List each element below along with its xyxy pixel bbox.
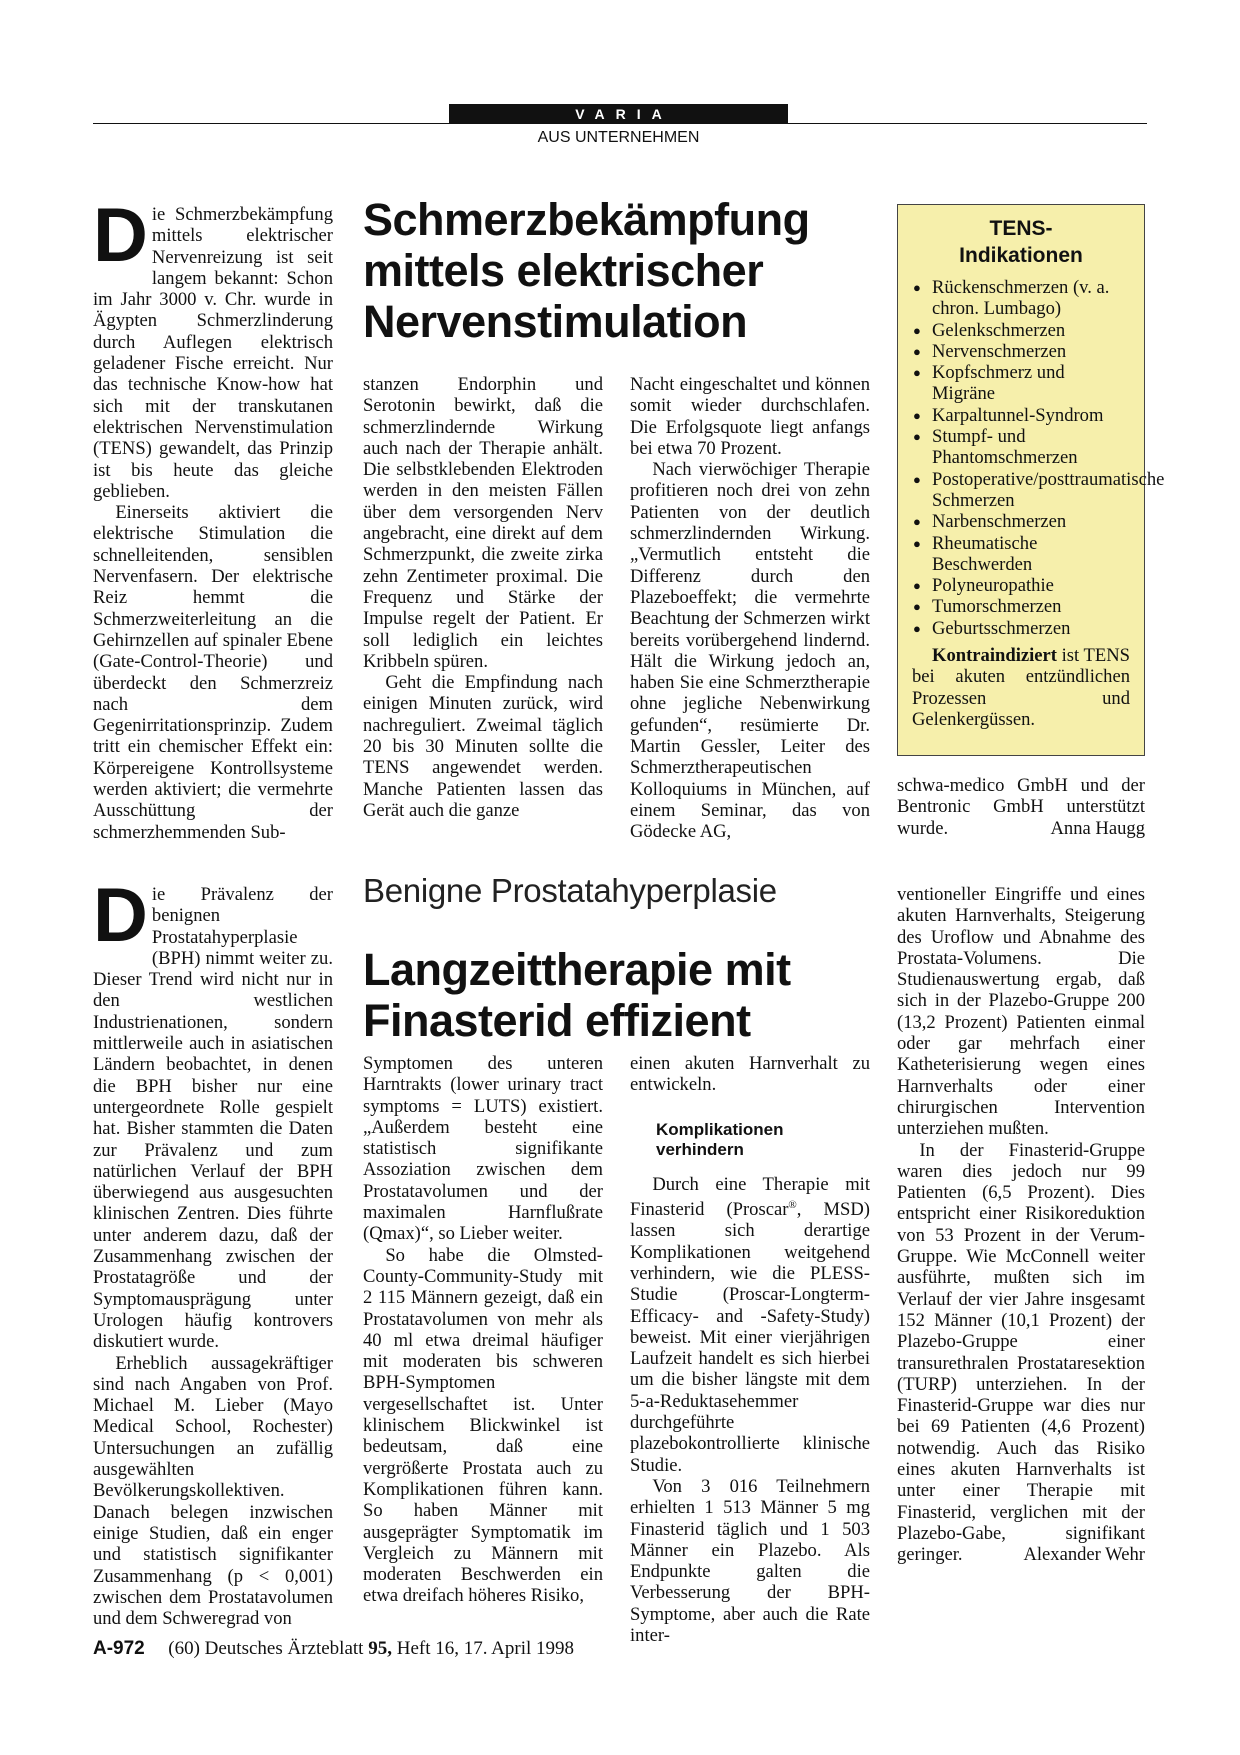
headline-line: Finasterid effizient (363, 995, 751, 1046)
list-item: ● Geburtsschmerzen (912, 618, 1130, 639)
paragraph: In der Finasterid-Gruppe waren dies jedoch nur 99 Patienten (6,5 Prozent). Dies entspricht einer Risikoreduktion von 53 Prozent in der Verum-Gruppe. Wie McConnell weiter ausführte, mußten sich im Verlauf der vier Jahre insgesamt 152 Männer (10,1 Prozent) der Plazebo-Gruppe einer transurethralen Prostataresektion (TURP) unterziehen. In der Finasterid-Gruppe war dies nur bei 69 Patienten (4,6 Prozent) notwendig. Auch das Risiko eines akuten Harnverhalts ist unter einer Therapie mit Finasterid, verglichen mit der Plazebo-Gabe, signifikant geringer. (897, 1139, 1145, 1566)
list-item: ● Rückenschmerzen (v. a. chron. Lumbago) (912, 277, 1130, 320)
indication-list (912, 277, 1165, 639)
list-item: ● Gelenkschmerzen (912, 320, 1130, 341)
paragraph: Nacht eingeschaltet und können somit wieder durchschlafen. Die Erfolgsquote liegt anfangs bei etwa 70 Prozent. (630, 374, 870, 459)
paragraph: schwa-medico GmbH und der Bentronic GmbH unterstützt wurde. (897, 775, 1145, 839)
headline-line: mittels elektrischer (363, 245, 764, 296)
paragraph: ie Prävalenz der benignen Prostatahyperplasie (BPH) nimmt weiter zu. Dieser Trend wird nicht nur in den westlichen Industrienationen, sondern mittlerweile auch in asiatischen Ländern beobachtet, in denen die BPH bisher nur eine untergeordnete Rolle gespielt hat. Bisher stammten die Daten zur Prävalenz und zum natürlichen Verlauf der BPH überwiegend aus ausgesuchten klinischen Zentren. Dies führte unter anderem dazu, daß der Zusammenhang zwischen der Prostatagröße und der Symptomausprägung unter Urologen häufig kontrovers diskutiert wurde. (93, 884, 333, 1353)
contraindication-note: Kontraindiziert ist TENS bei akuten entzündlichen Prozessen und Gelenkergüssen. (912, 645, 1131, 730)
list-item: ● Tumorschmerzen (912, 596, 1130, 617)
paragraph: ventioneller Eingriffe und eines akuten Harnverhalts, Steigerung des Uroflow und Abnahme des Prostata-Volumens. Die Studienauswertung ergab, daß sich in der Plazebo-Gruppe 200 (13,2 Prozent) Patienten einmal oder gar mehrfach einer Katheterisierung wegen eines Harnverhalts oder einer chirurgischen Intervention unterziehen mußten. (897, 884, 1145, 1140)
article1-column-4 (897, 775, 1145, 839)
subsection-label: AUS UNTERNEHMEN (537, 129, 700, 146)
headline-line: Nervenstimulation (363, 296, 748, 347)
list-item: ● Nervenschmerzen (912, 341, 1130, 362)
article2-column-2 (363, 1053, 603, 1607)
list-item: ● Narbenschmerzen (912, 511, 1130, 532)
box-title: TENS- Indikationen (959, 217, 1083, 267)
article2-column-1 (93, 873, 333, 1630)
paragraph: Nach vierwöchiger Therapie profitieren noch drei von zehn Patienten von der deutlich schmerzlindernden Wirkung. „Vermutlich entsteht die Differenz durch den Plazeboeffekt; die vermehrte Beachtung der Schmerzen wirkt bereits vorübergehend lindernd. Hält die Wirkung jedoch an, haben Sie eine Schmerztherapie ohne jegliche Nebenwirkung gefunden“, resümierte Dr. Martin Gessler, Leiter des Schmerztherapeutischen Kolloquiums in München, auf einem Seminar, das von Gödecke AG, (630, 459, 870, 843)
subheading: Komplikationen verhindern (656, 1119, 784, 1159)
page-number: A-972 (93, 1638, 145, 1659)
list-item: ● Polyneuropathie (912, 575, 1130, 596)
paragraph: Erheblich aussagekräftiger sind nach Angaben von Prof. Michael M. Lieber (Mayo Medical School, Rochester) Untersuchungen an zufällig ausgewählten Bevölkerungskollektiven. Danach belegen inzwischen einige Studien, daß ein enger und statistisch signifikanter Zusammenhang (p < 0,001) zwischen dem Prostatavolumen und dem Schweregrad von (93, 1352, 333, 1630)
article1-column-1 (93, 193, 333, 843)
section-label: VARIA (449, 104, 788, 124)
paragraph: stanzen Endorphin und Serotonin bewirkt, daß die schmerzlindernde Wirkung auch nach der Therapie anhält. Die selbstklebenden Elektroden werden in den meisten Fällen über dem versorgenden Nerv angebracht, eine direkt auf dem Schmerzpunkt, die zweite zirka zehn Zentimeter proximal. Die Frequenz und Stärke der Impulse regelt der Patient. Er soll lediglich ein leichtes Kribbeln spüren. (363, 374, 603, 672)
paragraph: einen akuten Harnverhalt zu entwickeln. (630, 1053, 870, 1096)
article1-column-3 (630, 374, 870, 843)
volume: 95, (368, 1638, 392, 1659)
headline-line: Langzeittherapie mit (363, 944, 791, 995)
article2-headline (363, 944, 791, 1046)
paragraph: Geht die Empfindung nach einigen Minuten zurück, wird nachreguliert. Zweimal täglich 20 bis 30 Minuten sollte die TENS angewendet werden. Manche Patienten lassen das Gerät auch die ganze (363, 672, 603, 821)
article1-headline (363, 194, 810, 347)
list-item: ● Postoperative/posttraumatische Schmerzen (912, 469, 1130, 512)
header-rule (93, 123, 1147, 124)
journal-name: (60) Deutsches Ärzteblatt (168, 1638, 364, 1659)
article2-kicker: Benigne Prostatahyperplasie (363, 872, 777, 909)
paragraph: Einerseits aktiviert die elektrische Stimulation die schnelleitenden, sensiblen Nervenfasern. Der elektrische Reiz hemmt die Schmerzweiterleitung an die Gehirnzellen auf spinaler Ebene (Gate-Control-Theorie) und überdeckt den Schmerzreiz nach dem Gegenirritationsprinzip. Zudem tritt ein chemischer Effekt ein: Körpereigene Kontrollsysteme werden aktiviert; die vermehrte Ausschüttung der schmerzhemmenden Sub- (93, 502, 333, 843)
issue: Heft 16, 17. April 1998 (396, 1638, 575, 1659)
list-item: ● Kopfschmerz und Migräne (912, 362, 1130, 405)
paragraph: So habe die Olmsted-County-Community-Study mit 2 115 Männern gezeigt, daß ein Prostatavolumen von mehr als 40 ml etwa dreimal häufiger mit moderaten bis schweren BPH-Symptomen vergesellschaftet ist. Unter klinischem Blickwinkel ist bedeutsam, daß eine vergrößerte Prostata auch zu Komplikationen führen kann. So haben Männer mit ausgeprägter Symptomatik im Vergleich zu Männern mit moderaten Beschwerden ein etwa dreifach höheres Risiko, (363, 1244, 603, 1607)
article2-column-3 (630, 1053, 870, 1646)
article2-column-4 (897, 884, 1145, 1566)
dropcap: D (93, 873, 148, 958)
article1-column-2 (363, 374, 603, 821)
tens-indications-box (897, 204, 1165, 756)
list-item: ● Karpaltunnel-Syndrom (912, 405, 1130, 426)
author: Alexander Wehr (1023, 1544, 1145, 1566)
paragraph: ie Schmerzbekämpfung mittels elektrischer Nervenreizung ist seit langem bekannt: Schon im Jahr 3000 v. Chr. wurde in Ägypten Schmerzlinderung durch Auflegen elektrisch geladener Fische erreicht. Nur das technische Know-how hat sich mit der transkutanen elektrischen Nervenstimulation (TENS) gewandelt, das Prinzip ist bis heute das gleiche geblieben. (93, 204, 333, 502)
paragraph: Von 3 016 Teilnehmern erhielten 1 513 Männer 5 mg Finasterid täglich und 1 503 Männer ein Plazebo. Als Endpunkte galten die Verbesserung der BPH-Symptome, aber auch die Rate inter- (630, 1475, 870, 1647)
list-item: ● Rheumatische Beschwerden (912, 533, 1130, 576)
list-item: ● Stumpf- und Phantomschmerzen (912, 426, 1130, 469)
headline-line: Schmerzbekämpfung (363, 194, 810, 245)
page-footer (93, 1638, 574, 1660)
paragraph: Symptomen des unteren Harntrakts (lower urinary tract symptoms = LUTS) existiert. „Außerdem besteht eine statistisch signifikante Assoziation zwischen dem Prostatavolumen und der maximalen Harnflußrate (Qmax)“, so Lieber weiter. (363, 1053, 603, 1245)
paragraph: Durch eine Therapie mit Finasterid (Proscar®, MSD) lassen sich derartige Komplikationen weitgehend verhindern, wie die PLESS-Studie (Proscar-Longterm-Efficacy- and -Safety-Study) beweist. Mit einer vierjährigen Laufzeit handelt es sich hierbei um die bisher längste mit dem 5-a-Reduktasehemmer durchgeführte plazebokontrollierte klinische Studie. (630, 1173, 870, 1476)
author: Anna Haugg (1050, 817, 1145, 839)
dropcap: D (93, 193, 148, 278)
